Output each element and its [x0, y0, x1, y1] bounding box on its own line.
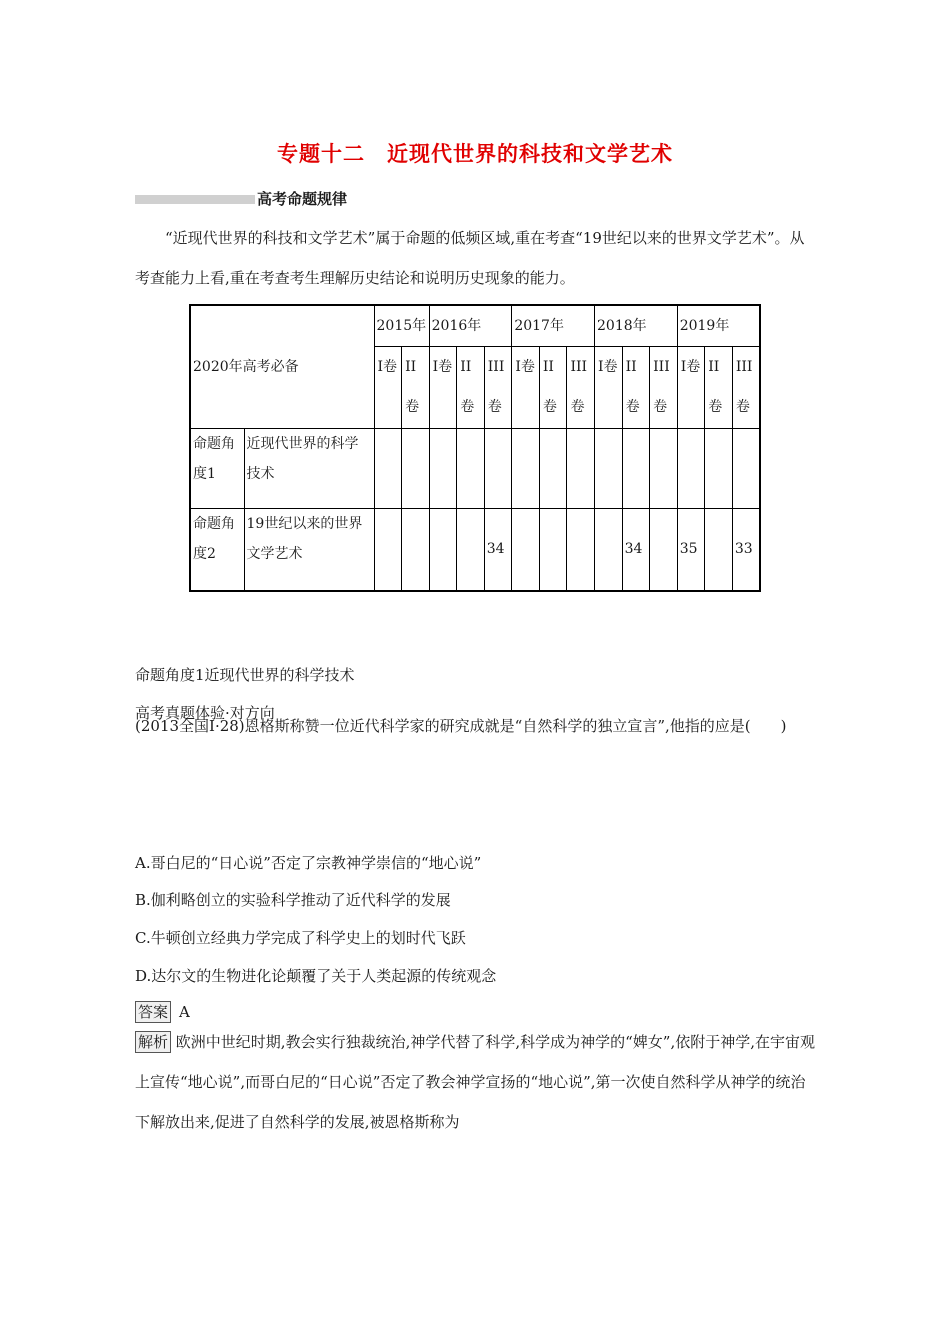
question-number-cell [705, 509, 733, 591]
angle-heading: 命题角度1近现代世界的科学技术 [135, 666, 355, 684]
topic-cell: 近现代世界的科学技术 [244, 429, 374, 509]
paper-header: II卷 [402, 347, 430, 429]
paper-header: III卷 [567, 347, 595, 429]
section-bar [135, 195, 255, 204]
year-header: 2017年 [512, 305, 595, 347]
option-b: B.伽利略创立的实验科学推动了近代科学的发展 [135, 891, 451, 909]
question-text: (2013全国Ⅰ·28)恩格斯称赞一位近代科学家的研究成就是“自然科学的独立宣言”,他指的应是( ) [135, 717, 787, 735]
question-number-cell [457, 509, 485, 591]
option-d: D.达尔文的生物进化论颠覆了关于人类起源的传统观念 [135, 967, 497, 985]
paper-header: I卷 [512, 347, 540, 429]
question-number-cell: 33 [732, 509, 760, 591]
option-c: C.牛顿创立经典力学完成了科学史上的划时代飞跃 [135, 929, 466, 947]
paper-header: I卷 [374, 347, 402, 429]
topic-cell: 19世纪以来的世界文学艺术 [244, 509, 374, 591]
paper-header: III卷 [484, 347, 512, 429]
option-a: A.哥白尼的“日心说”否定了宗教神学崇信的“地心说” [135, 854, 482, 872]
question-number-cell [402, 509, 430, 591]
year-header: 2015年 [374, 305, 429, 347]
table-corner: 2020年高考必备 [190, 305, 374, 429]
answer-line [135, 1001, 190, 1023]
paper-header: III卷 [650, 347, 678, 429]
sub-heading: 高考真题体验·对方向 [135, 704, 275, 722]
question-number-cell [650, 429, 678, 509]
paper-header: II卷 [457, 347, 485, 429]
question-number-cell [429, 509, 457, 591]
question-number-cell [595, 429, 623, 509]
analysis-paragraph [135, 1022, 815, 1142]
answer-label: 答案 [135, 1001, 171, 1023]
question-number-cell [677, 429, 705, 509]
section-title: 高考命题规律 [257, 190, 348, 208]
question-number-cell [374, 509, 402, 591]
question-number-cell: 34 [484, 509, 512, 591]
question-number-cell [705, 429, 733, 509]
paper-header: II卷 [622, 347, 650, 429]
year-header: 2019年 [677, 305, 760, 347]
question-number-cell [457, 429, 485, 509]
question-number-cell [650, 509, 678, 591]
question-number-cell: 35 [677, 509, 705, 591]
question-number-cell: 34 [622, 509, 650, 591]
paper-header: II卷 [705, 347, 733, 429]
question-number-cell [402, 429, 430, 509]
question-number-cell [429, 429, 457, 509]
exam-table [189, 304, 761, 592]
paper-header: I卷 [429, 347, 457, 429]
question-number-cell [374, 429, 402, 509]
answer-value: A [179, 1003, 190, 1021]
year-header: 2016年 [429, 305, 512, 347]
analysis-text: 欧洲中世纪时期,教会实行独裁统治,神学代替了科学,科学成为神学的“婢女”,依附于神学,在宇宙观上宣传“地心说”,而哥白尼的“日心说”否定了教会神学宣扬的“地心说”,第一次使自然科学从神学的统治下解放出来,促进了自然科学的发展,被恩格斯称为 [135, 1033, 815, 1131]
angle-cell: 命题角度1 [190, 429, 244, 509]
paper-header: III卷 [732, 347, 760, 429]
question-number-cell [484, 429, 512, 509]
question-number-cell [539, 509, 567, 591]
angle-cell: 命题角度2 [190, 509, 244, 591]
question-number-cell [622, 429, 650, 509]
paper-header: I卷 [677, 347, 705, 429]
question-number-cell [512, 509, 540, 591]
question-number-cell [539, 429, 567, 509]
paper-header: II卷 [539, 347, 567, 429]
paper-header: I卷 [595, 347, 623, 429]
question-number-cell [732, 429, 760, 509]
year-header: 2018年 [595, 305, 678, 347]
intro-paragraph: “近现代世界的科技和文学艺术”属于命题的低频区域,重在考查“19世纪以来的世界文学艺术”。从考查能力上看,重在考查考生理解历史结论和说明历史现象的能力。 [135, 229, 805, 287]
question-number-cell [595, 509, 623, 591]
question-number-cell [512, 429, 540, 509]
question-number-cell [567, 509, 595, 591]
question-number-cell [567, 429, 595, 509]
analysis-label: 解析 [135, 1031, 171, 1053]
page-title: 专题十二 近现代世界的科技和文学艺术 [277, 142, 673, 166]
